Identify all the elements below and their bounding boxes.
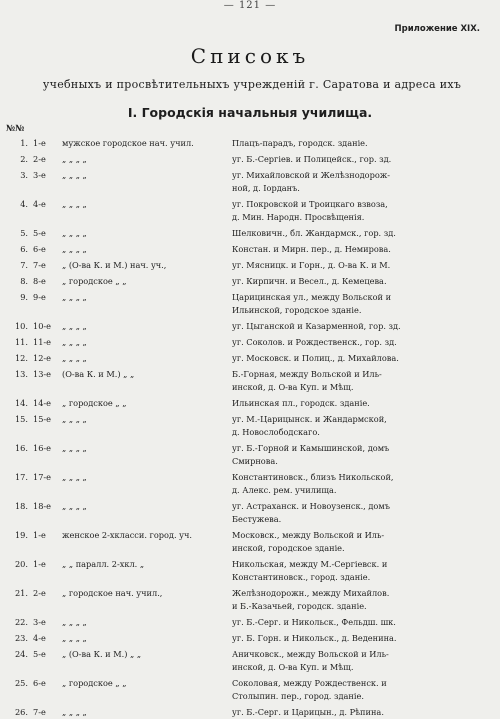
entry-address-line: Столыпин. пер., город. зданіе. xyxy=(232,691,364,701)
entry-address-line: Смирнова. xyxy=(232,456,278,466)
entry-number: 12. xyxy=(14,353,28,363)
entry-address-line: уг. Б.-Горной и Камышинской, домъ xyxy=(232,443,390,453)
entry-ordinal: 16-е xyxy=(33,443,52,453)
entry-address-line: Ильинская пл., городск. зданіе. xyxy=(232,398,370,408)
entry-address-line: д. Новослободскаго. xyxy=(232,427,320,437)
entry-ordinal: 1-е xyxy=(33,530,46,540)
entry-address-line: Бестужева. xyxy=(232,514,282,524)
entry-description: „ „ „ „ xyxy=(62,633,87,643)
entry-number: 15. xyxy=(14,414,28,424)
entry-description: „ „ „ „ xyxy=(62,501,87,511)
entry-ordinal: 5-е xyxy=(33,228,46,238)
entry-description: „ „ „ „ xyxy=(62,443,87,453)
entry-address-line: Никольская, между М.-Сергіевск. и xyxy=(232,559,388,569)
entry-description: „ „ „ „ xyxy=(62,617,87,627)
entry-description: „ „ „ „ xyxy=(62,707,87,717)
page-subtitle: учебныхъ и просвѣтительныхъ учрежденій г. Саратова и адреса ихъ xyxy=(42,78,462,91)
entry-ordinal: 5-е xyxy=(33,649,46,659)
entry-address-line: инской, д. О-ва Куп. и Мѣщ. xyxy=(232,382,354,392)
entry-description: „ „ „ „ xyxy=(62,199,87,209)
entry-ordinal: 11-е xyxy=(33,337,52,347)
entry-description: „ „ „ „ xyxy=(62,154,87,164)
entry-number: 21. xyxy=(14,588,28,598)
entry-number: 11. xyxy=(14,337,28,347)
entry-number: 25. xyxy=(14,678,28,688)
entry-address-line: Б.-Горная, между Вольской и Иль- xyxy=(232,369,382,379)
entry-ordinal: 2-е xyxy=(33,588,46,598)
entry-number: 22. xyxy=(14,617,28,627)
entry-description: мужское городское нач. учил. xyxy=(62,138,194,148)
entry-address-line: уг. Московск. и Полиц., д. Михайлова. xyxy=(232,353,399,363)
entry-address-line: уг. Мясницк. и Горн., д. О-ва К. и М. xyxy=(232,260,391,270)
entry-description: „ „ „ „ xyxy=(62,472,87,482)
entry-address-line: уг. Б.-Серг. и Никольск., Фельдш. шк. xyxy=(232,617,396,627)
entry-address-line: Констан. и Мирн. пер., д. Немирова. xyxy=(232,244,391,254)
entry-number: 18. xyxy=(14,501,28,511)
entry-address-line: Желѣзнодорожн., между Михайлов. xyxy=(232,588,390,598)
entry-address-line: уг. Б.-Серг. и Царицын., д. Рѣпина. xyxy=(232,707,384,717)
entry-number: 4. xyxy=(20,199,28,209)
entry-address-line: д. Алекс. рем. училища. xyxy=(232,485,337,495)
entry-ordinal: 10-е xyxy=(33,321,52,331)
entry-address-line: уг. Цыганской и Казарменной, гор. зд. xyxy=(232,321,401,331)
entry-number: 23. xyxy=(14,633,28,643)
entry-description: „ „ паралл. 2-хкл. „ xyxy=(62,559,145,569)
entry-address-line: Шелковичн., бл. Жандармск., гор. зд. xyxy=(232,228,396,238)
entry-ordinal: 3-е xyxy=(33,617,46,627)
entry-address-line: уг. Астраханск. и Новоузенск., домъ xyxy=(232,501,390,511)
entry-ordinal: 8-е xyxy=(33,276,46,286)
page-title: Списокъ xyxy=(190,44,310,68)
entry-number: 5. xyxy=(20,228,28,238)
entry-description: „ „ „ „ xyxy=(62,228,87,238)
entry-number: 17. xyxy=(14,472,28,482)
entry-address-line: Плацъ-парадъ, городск. зданіе. xyxy=(232,138,368,148)
entry-number: 13. xyxy=(14,369,28,379)
entry-number: 20. xyxy=(14,559,28,569)
entry-address-line: д. Мин. Народн. Просвѣщенія. xyxy=(232,212,365,222)
entry-description: „ „ „ „ xyxy=(62,353,87,363)
entry-number: 2. xyxy=(20,154,28,164)
number-column-header: №№ xyxy=(6,124,25,134)
entry-ordinal: 4-е xyxy=(33,199,46,209)
entry-description: „ „ „ „ xyxy=(62,321,87,331)
entry-address-line: Константиновск., город. зданіе. xyxy=(232,572,371,582)
entry-address-line: уг. М.-Царицынск. и Жандармской, xyxy=(232,414,387,424)
entry-number: 1. xyxy=(20,138,28,148)
entry-number: 3. xyxy=(20,170,28,180)
entry-address-line: Константиновск., близъ Никольской, xyxy=(232,472,394,482)
entry-address-line: уг. Михайловской и Желѣзнодорож- xyxy=(232,170,391,180)
entry-ordinal: 13-е xyxy=(33,369,52,379)
entry-number: 6. xyxy=(20,244,28,254)
entry-address-line: уг. Кирпичн. и Весел., д. Кемецева. xyxy=(232,276,387,286)
entry-number: 14. xyxy=(14,398,28,408)
page-number: — 121 — xyxy=(223,0,277,11)
entry-ordinal: 7-е xyxy=(33,260,46,270)
entry-address-line: уг. Б. Горн. и Никольск., д. Веденина. xyxy=(232,633,397,643)
entry-ordinal: 1-е xyxy=(33,559,46,569)
entry-ordinal: 6-е xyxy=(33,244,46,254)
entry-ordinal: 1-е xyxy=(33,138,46,148)
entry-number: 16. xyxy=(14,443,28,453)
entry-ordinal: 6-е xyxy=(33,678,46,688)
entry-ordinal: 17-е xyxy=(33,472,52,482)
entry-ordinal: 7-е xyxy=(33,707,46,717)
entry-number: 26. xyxy=(14,707,28,717)
entry-ordinal: 12-е xyxy=(33,353,52,363)
entry-ordinal: 14-е xyxy=(33,398,52,408)
entry-description: „ городское нач. учил., xyxy=(62,588,163,598)
entry-description: „ (О-ва К. и М.) нач. уч., xyxy=(62,260,167,270)
entry-number: 8. xyxy=(20,276,28,286)
section-heading: I. Городскія начальныя училища. xyxy=(127,105,373,120)
entry-address-line: Царицинская ул., между Вольской и xyxy=(232,292,392,302)
entry-description: женское 2-хкласси. город. уч. xyxy=(62,530,193,540)
entry-address-line: инской, д. О-ва Куп. и Мѣщ. xyxy=(232,662,354,672)
entry-number: 24. xyxy=(14,649,28,659)
entry-ordinal: 2-е xyxy=(33,154,46,164)
entry-description: (О-ва К. и М.) „ „ xyxy=(62,369,135,379)
entry-address-line: Аничковск., между Вольской и Иль- xyxy=(232,649,389,659)
entry-description: „ „ „ „ xyxy=(62,292,87,302)
entry-ordinal: 18-е xyxy=(33,501,52,511)
entry-address-line: Соколовая, между Рождественск. и xyxy=(232,678,387,688)
entry-number: 7. xyxy=(20,260,28,270)
entry-address-line: Ильинской, городское зданіе. xyxy=(232,305,362,315)
entry-description: „ „ „ „ xyxy=(62,170,87,180)
entry-ordinal: 9-е xyxy=(33,292,46,302)
entry-address-line: ной, д. Іорданъ. xyxy=(232,183,300,193)
entry-address-line: и Б.-Казачьей, городск. зданіе. xyxy=(232,601,367,611)
appendix-label: Приложение XIX. xyxy=(394,24,480,34)
entry-number: 9. xyxy=(20,292,28,302)
entry-description: „ (О-ва К. и М.) „ „ xyxy=(62,649,142,659)
entry-address-line: Московск., между Вольской и Иль- xyxy=(232,530,385,540)
entry-description: „ „ „ „ xyxy=(62,337,87,347)
entry-address-line: уг. Покровской и Троицкаго взвоза, xyxy=(232,199,388,209)
entry-ordinal: 4-е xyxy=(33,633,46,643)
entry-ordinal: 3-е xyxy=(33,170,46,180)
entry-ordinal: 15-е xyxy=(33,414,52,424)
entry-number: 19. xyxy=(14,530,28,540)
entry-description: „ городское „ „ xyxy=(62,678,127,688)
entry-description: „ городское „ „ xyxy=(62,276,127,286)
entry-description: „ „ „ „ xyxy=(62,244,87,254)
entry-address-line: уг. Соколов. и Рождественск., гор. зд. xyxy=(232,337,397,347)
entry-description: „ „ „ „ xyxy=(62,414,87,424)
entry-address-line: уг. Б.-Сергіев. и Полицейск., гор. зд. xyxy=(232,154,392,164)
entry-description: „ городское „ „ xyxy=(62,398,127,408)
entry-address-line: инской, городское зданіе. xyxy=(232,543,345,553)
entry-number: 10. xyxy=(14,321,28,331)
